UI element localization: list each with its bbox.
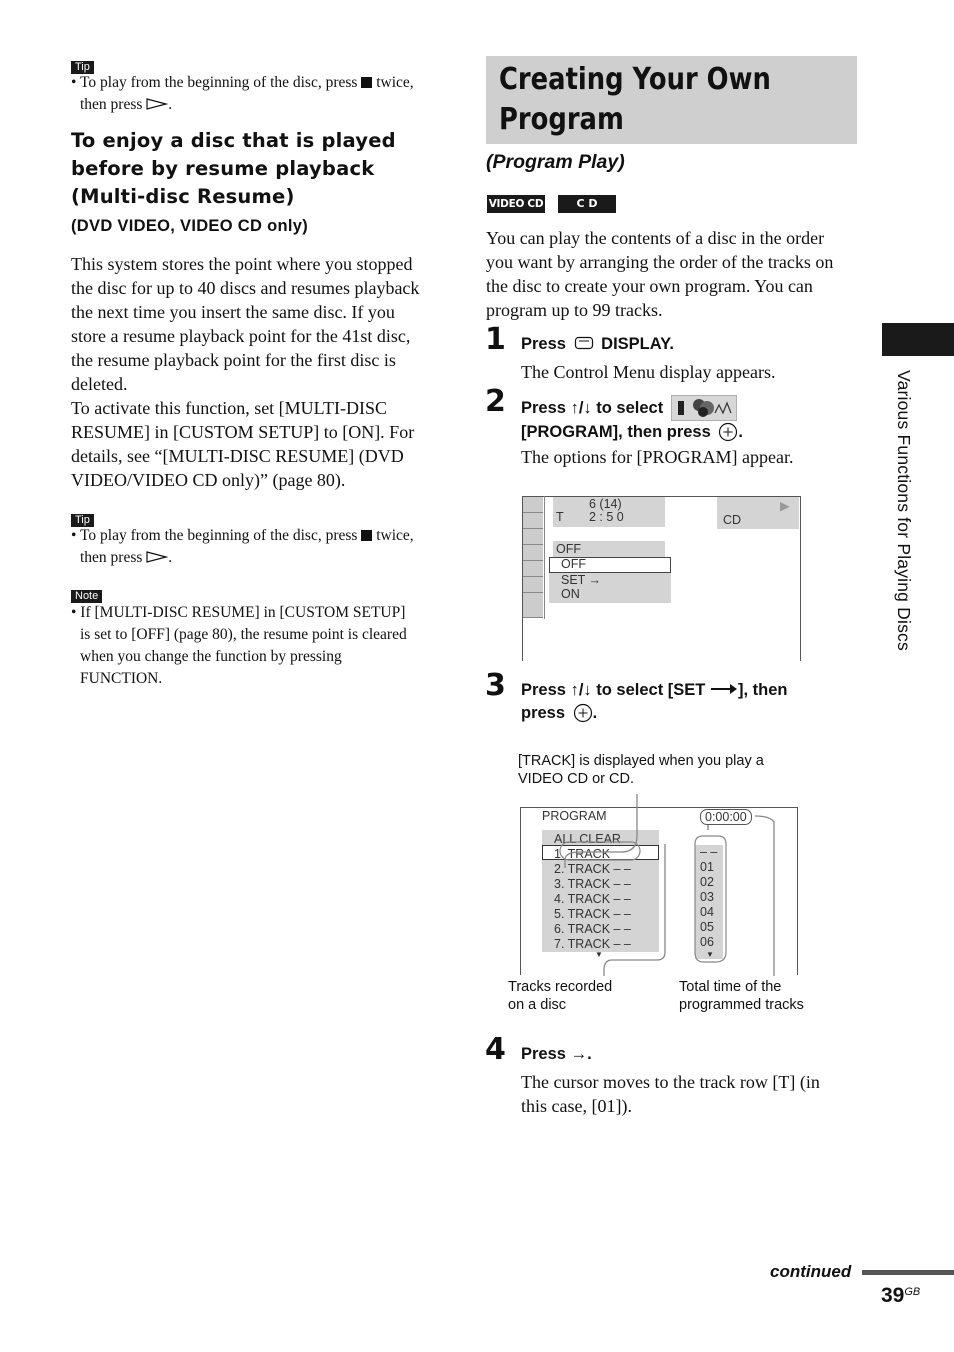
disc-track[interactable]: 01 — [700, 860, 714, 874]
disc-track[interactable]: 06 — [700, 935, 714, 949]
media-type: CD — [723, 513, 742, 527]
step-3-instruction: Press ↑/↓ to select [SET ], then press . — [521, 681, 788, 722]
enter-button-icon — [718, 422, 738, 442]
track-callout: [TRACK] is displayed when you play a VIDEO CD or CD. — [518, 753, 764, 787]
step-1-result: The Control Menu display appears. — [521, 362, 776, 382]
option-on[interactable]: ON — [561, 587, 580, 601]
continued-label: continued — [770, 1262, 852, 1281]
tracks-scroll-down-icon[interactable]: ▼ — [706, 950, 714, 959]
videocd-badge: VIDEO CD — [487, 195, 545, 213]
total-time-display: 0:00:00 — [700, 809, 752, 825]
program-menu-title: PROGRAM — [542, 809, 607, 823]
stop-icon — [361, 530, 372, 541]
program-current-setting: OFF — [556, 542, 581, 556]
program-row-7[interactable]: 7. TRACK – – — [554, 937, 631, 951]
disc-badges — [487, 194, 616, 213]
play-icon — [146, 98, 168, 110]
chapter-subtitle: (Program Play) — [486, 151, 625, 173]
program-intro: You can play the contents of a disc in the order you want by arranging the order of the tracks on the disc to create your own program. You can program up to 99 tracks. — [486, 228, 834, 320]
program-row-4[interactable]: 4. TRACK – – — [554, 892, 631, 906]
control-menu-display — [522, 496, 802, 661]
tip-label: Tip — [71, 57, 94, 75]
tip-text: • To play from the beginning of the disc, press twice, then press . — [71, 527, 414, 566]
chapter-tab-marker — [882, 323, 954, 356]
program-row-2[interactable]: 2. TRACK – – — [554, 862, 631, 876]
play-status-icon: ▶ — [780, 499, 790, 513]
enter-button-icon — [573, 703, 593, 723]
program-row-6[interactable]: 6. TRACK – – — [554, 922, 631, 936]
tip-text: • To play from the beginning of the disc, press twice, then press . — [71, 74, 414, 113]
step-4-instruction: Press →. — [521, 1045, 592, 1063]
program-row-5[interactable]: 5. TRACK – – — [554, 907, 631, 921]
display-button-icon — [574, 336, 594, 350]
list-scroll-down-icon[interactable]: ▼ — [595, 950, 603, 959]
total-time-callout: Total time of the programmed tracks — [679, 979, 804, 1013]
chapter-title: Creating Your Own — [499, 62, 771, 97]
time-label: T — [556, 510, 564, 524]
disc-track[interactable]: 03 — [700, 890, 714, 904]
program-row-1[interactable]: 1. TRACK — [554, 847, 611, 861]
play-icon — [146, 551, 168, 563]
note-label: Note — [71, 586, 102, 604]
step-2-result: The options for [PROGRAM] appear. — [521, 447, 794, 467]
option-off[interactable]: OFF — [561, 557, 586, 571]
tip-label: Tip — [71, 510, 94, 528]
tracks-recorded-callout: Tracks recorded on a disc — [508, 979, 613, 1013]
page-number: $39^{GB}$ — [881, 1284, 921, 1307]
step-4-result: The cursor moves to the track row [T] (in this case, [01]). — [521, 1072, 820, 1116]
disc-track[interactable]: 05 — [700, 920, 714, 934]
step-1-number: 1 — [485, 322, 506, 357]
chapter-side-label: Various Functions for Playing Discs — [894, 370, 914, 651]
cd-badge: C D — [558, 195, 616, 213]
step-2-instruction: Press ↑/↓ to select [PROGRAM], then press . — [521, 395, 743, 444]
callout-lines — [500, 780, 800, 980]
disc-track[interactable]: 04 — [700, 905, 714, 919]
note-text: • If [MULTI-DISC RESUME] in [CUSTOM SETUP] is set to [OFF] (page 80), the resume point is cleared when you change the function by pressing FUNCTION. — [71, 604, 407, 687]
program-menu-icon — [671, 395, 737, 421]
track-count: 6 (14) — [589, 497, 622, 511]
elapsed-time: 2 : 5 0 — [589, 510, 624, 524]
program-row-3[interactable]: 3. TRACK – – — [554, 877, 631, 891]
disc-track-list: – – 01 02 03 04 05 06 — [700, 845, 718, 949]
step-2-number: 2 — [485, 384, 506, 419]
all-clear-item[interactable]: ALL CLEAR — [554, 832, 621, 846]
set-arrow-icon — [710, 683, 738, 695]
option-set[interactable]: SET → — [561, 573, 602, 587]
continued-bar — [862, 1270, 954, 1275]
disc-track[interactable]: 02 — [700, 875, 714, 889]
chapter-title-banner: Creating Your Own Program — [486, 56, 857, 144]
resume-description: This system stores the point where you stopped the disc for up to 40 discs and resumes playback the next time you insert the same disc. If you store a resume playback point for the 41st disc, the resume playback point for the first disc is deleted. To activate this function, set [MULTI-DISC RESUME] in [CUSTOM SETUP] to [ON]. For details, see “[MULTI-DISC RESUME] (DVD VIDEO/VIDEO CD only)” (page 80). — [71, 254, 420, 490]
section-heading: To enjoy a disc that is played before by resume playback (Multi-disc Resume) (DVD VIDEO, VIDEO CD only) — [71, 127, 451, 236]
step-1-instruction: Press DISPLAY. — [521, 335, 674, 353]
section-subheading: (DVD VIDEO, VIDEO CD only) — [71, 217, 308, 235]
step-4-number: 4 — [485, 1032, 506, 1067]
stop-icon — [361, 77, 372, 88]
step-3-number: 3 — [485, 668, 506, 703]
